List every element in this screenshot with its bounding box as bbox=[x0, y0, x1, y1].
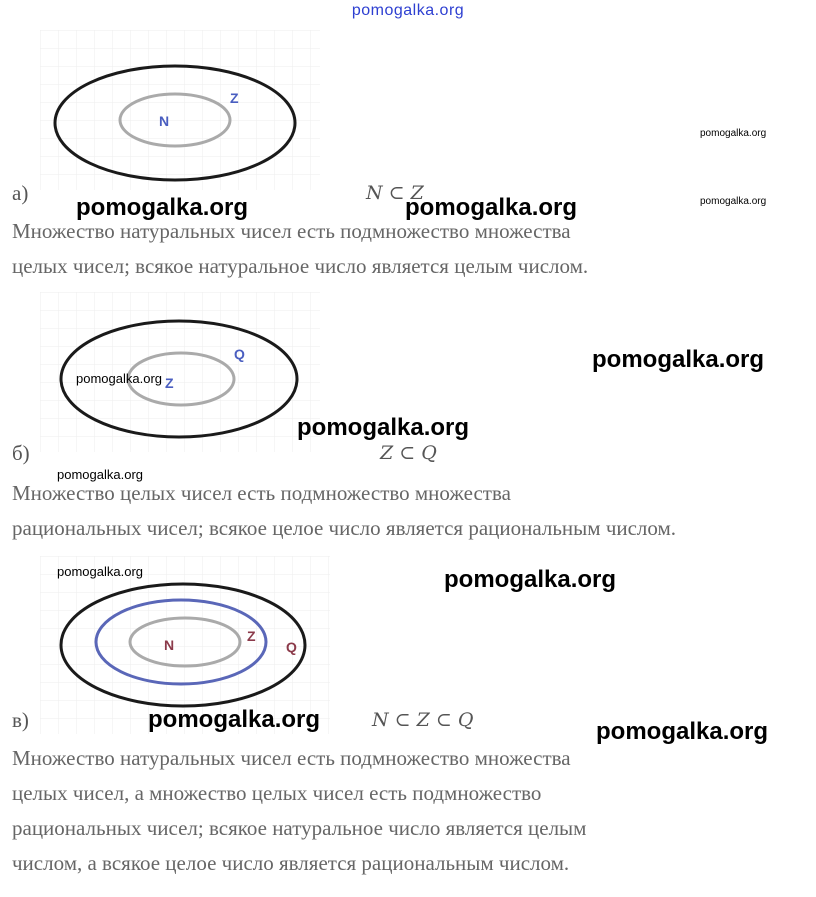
set-label-q: Q bbox=[286, 639, 297, 655]
watermark: pomogalka.org bbox=[444, 566, 617, 593]
venn-diagram-a bbox=[40, 30, 320, 190]
watermark: pomogalka.org bbox=[148, 706, 321, 733]
text-line: числом, а всякое целое число является рациональным числом. bbox=[12, 851, 570, 875]
watermark: pomogalka.org bbox=[57, 564, 143, 579]
text-line: рациональных чисел; всякое натуральное число является целым bbox=[12, 816, 587, 840]
watermark: pomogalka.org bbox=[405, 194, 578, 221]
watermark: pomogalka.org bbox=[76, 371, 162, 386]
set-label-z: Z bbox=[165, 375, 174, 391]
text-line: Множество натуральных чисел есть подмножество множества bbox=[12, 746, 571, 770]
grid-background bbox=[40, 30, 320, 190]
watermark: pomogalka.org bbox=[76, 194, 249, 221]
part-label-c: в) bbox=[12, 708, 29, 732]
set-label-n: N bbox=[159, 113, 170, 129]
watermark: pomogalka.org bbox=[596, 718, 769, 745]
formula-c: N ⊂ Z ⊂ Q bbox=[372, 709, 474, 731]
watermark: pomogalka.org bbox=[592, 346, 765, 373]
part-label-b: б) bbox=[12, 441, 30, 465]
text-line: целых чисел; всякое натуральное число является целым числом. bbox=[12, 254, 589, 278]
text-line: Множество натуральных чисел есть подмножество множества bbox=[12, 219, 571, 243]
paragraph-c bbox=[12, 741, 586, 881]
paragraph-b bbox=[12, 476, 676, 546]
set-label-q: Q bbox=[234, 346, 245, 362]
watermark: pomogalka.org bbox=[700, 128, 767, 139]
watermark: pomogalka.org bbox=[297, 414, 470, 441]
site-header[interactable]: pomogalka.org bbox=[351, 2, 465, 19]
watermark: pomogalka.org bbox=[57, 467, 143, 482]
set-label-z: Z bbox=[230, 90, 239, 106]
watermark: pomogalka.org bbox=[700, 196, 767, 207]
formula-b: Z ⊂ Q bbox=[380, 442, 437, 464]
set-label-n: N bbox=[164, 637, 175, 653]
text-line: рациональных чисел; всякое целое число является рациональным числом. bbox=[12, 516, 677, 540]
text-line: целых чисел, а множество целых чисел есть подмножество bbox=[12, 781, 542, 805]
part-label-a: а) bbox=[12, 181, 29, 205]
formula-a: N ⊂ Z bbox=[366, 182, 424, 204]
set-label-z: Z bbox=[247, 628, 256, 644]
text-line: Множество целых чисел есть подмножество множества bbox=[12, 481, 511, 505]
paragraph-a bbox=[12, 214, 588, 284]
